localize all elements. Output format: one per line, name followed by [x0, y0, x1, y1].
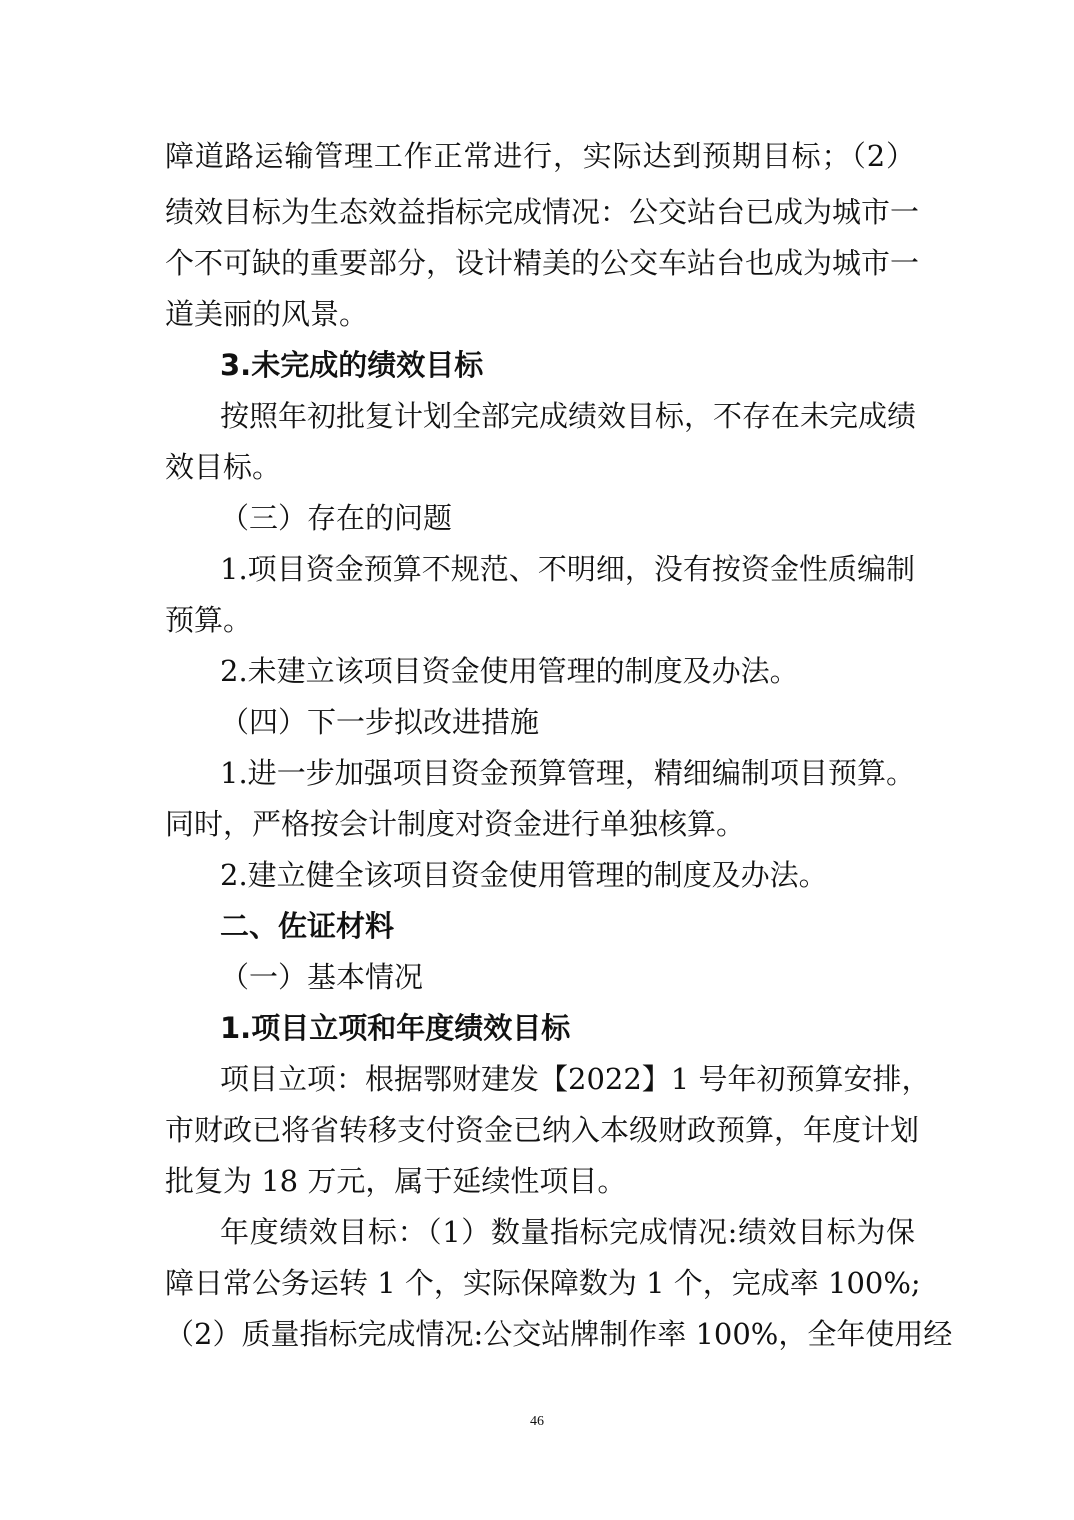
paragraph-line: 按照年初批复计划全部完成绩效目标，不存在未完成绩 — [220, 399, 917, 433]
section-heading: 二、佐证材料 — [220, 909, 395, 943]
paragraph-line: （2）质量指标完成情况:公交站牌制作率 100%，全年使用经 — [165, 1317, 953, 1351]
section-heading: 3.未完成的绩效目标 — [220, 348, 484, 382]
paragraph-line: 效目标。 — [165, 450, 282, 484]
paragraph-line: 市财政已将省转移支付资金已纳入本级财政预算，年度计划 — [165, 1113, 920, 1147]
paragraph-line: 个不可缺的重要部分，设计精美的公交车站台也成为城市一 — [165, 246, 920, 280]
paragraph-line: 2.建立健全该项目资金使用管理的制度及办法。 — [220, 858, 828, 892]
paragraph-line: 道美丽的风景。 — [165, 297, 369, 331]
paragraph-line: 1.项目资金预算不规范、不明细，没有按资金性质编制 — [220, 552, 915, 586]
section-heading: 1.项目立项和年度绩效目标 — [220, 1011, 571, 1045]
paragraph-line: 同时，严格按会计制度对资金进行单独核算。 — [165, 807, 746, 841]
page-number: 46 — [530, 1414, 544, 1429]
section-heading: （三）存在的问题 — [220, 501, 453, 535]
paragraph-line: 预算。 — [165, 603, 253, 637]
paragraph-line: 年度绩效目标：（1）数量指标完成情况:绩效目标为保 — [220, 1215, 915, 1249]
paragraph-line: 1.进一步加强项目资金预算管理，精细编制项目预算。 — [220, 756, 915, 790]
paragraph-line: 障道路运输管理工作正常进行，实际达到预期目标；（2） — [165, 139, 915, 173]
paragraph-line: 2.未建立该项目资金使用管理的制度及办法。 — [220, 654, 799, 688]
section-heading: （一）基本情况 — [220, 960, 424, 994]
paragraph-line: 批复为 18 万元，属于延续性项目。 — [165, 1164, 627, 1198]
paragraph-line: 绩效目标为生态效益指标完成情况：公交站台已成为城市一 — [165, 195, 920, 229]
paragraph-line: 障日常公务运转 1 个，实际保障数为 1 个，完成率 100%; — [165, 1266, 921, 1300]
section-heading: （四）下一步拟改进措施 — [220, 705, 540, 739]
paragraph-line: 项目立项：根据鄂财建发【2022】1 号年初预算安排， — [220, 1062, 931, 1096]
